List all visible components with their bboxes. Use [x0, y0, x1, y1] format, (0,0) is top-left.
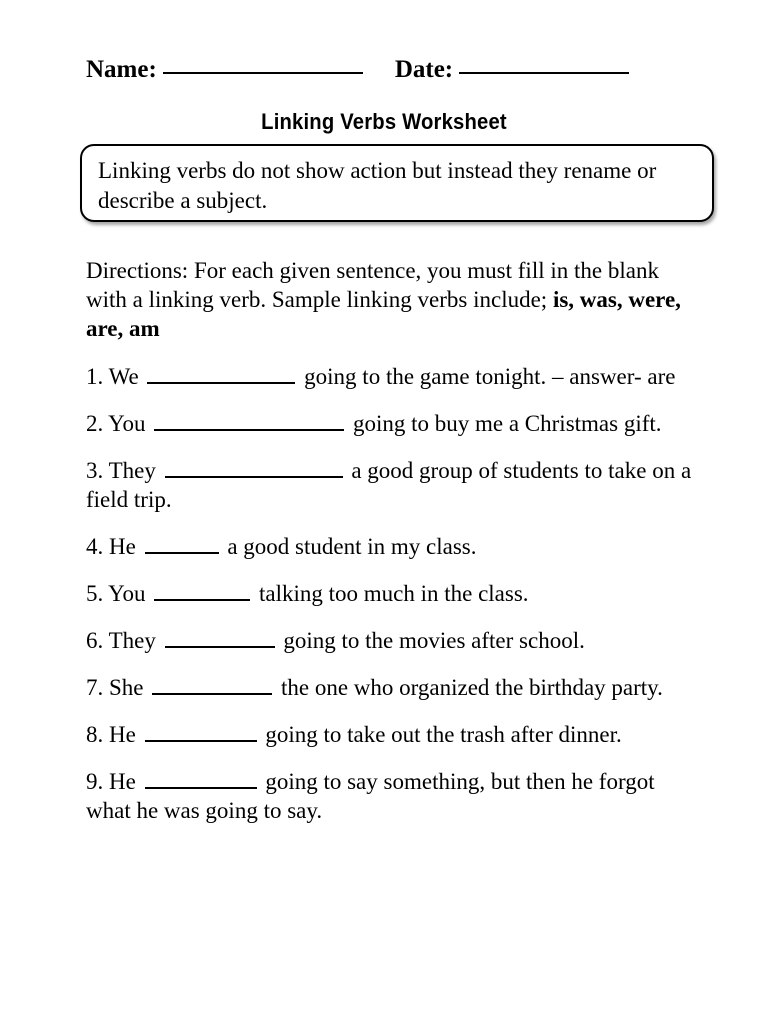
question-item [86, 456, 696, 514]
answer-blank[interactable] [154, 414, 344, 431]
question-text-after-blank: going to take out the trash after dinner. [259, 722, 622, 747]
question-item [86, 532, 696, 561]
question-text-after-blank: going to buy me a Christmas gift. [347, 411, 662, 436]
question-item [86, 767, 696, 825]
question-number: 1. [86, 364, 104, 389]
question-text-after-blank: going to the movies after school. [277, 628, 585, 653]
answer-blank[interactable] [165, 631, 275, 648]
answer-blank[interactable] [152, 678, 272, 695]
directions-text: Directions: For each given sentence, you must fill in the blank with a linking verb. Sample linking verbs include; [86, 258, 659, 312]
question-item [86, 409, 696, 438]
name-write-in-line[interactable] [163, 72, 363, 74]
answer-blank[interactable] [147, 367, 295, 384]
name-date-row [86, 56, 686, 90]
question-text-after-blank: a good group of students to take on a field trip. [86, 458, 692, 512]
question-number: 5. [86, 581, 104, 606]
question-text-before-blank: You [103, 581, 152, 606]
answer-blank[interactable] [145, 772, 257, 789]
question-text-before-blank: We [103, 364, 145, 389]
question-text-after-blank: a good student in my class. [221, 534, 477, 559]
question-text-after-blank: going to the game tonight. – answer- are [298, 364, 676, 389]
answer-blank[interactable] [165, 461, 343, 478]
question-text-before-blank: They [103, 628, 162, 653]
question-number: 7. [86, 675, 104, 700]
question-text-after-blank: the one who organized the birthday party. [275, 675, 663, 700]
sample-linking-verbs: is, was, were, are, am [86, 287, 681, 341]
questions-list [86, 362, 696, 825]
date-write-in-line[interactable] [459, 72, 629, 74]
question-item [86, 626, 696, 655]
question-item [86, 579, 696, 608]
definition-box [80, 144, 714, 222]
question-item [86, 362, 696, 391]
question-number: 8. [86, 722, 104, 747]
date-label: Date: [394, 56, 454, 83]
question-number: 3. [86, 458, 104, 483]
question-item [86, 673, 696, 702]
question-text-before-blank: He [103, 534, 142, 559]
definition-text: Linking verbs do not show action but instead they rename or describe a subject. [98, 158, 657, 213]
question-number: 2. [86, 411, 104, 436]
name-label: Name: [86, 56, 157, 83]
question-number: 9. [86, 769, 104, 794]
question-text-before-blank: He [103, 769, 142, 794]
page-title: Linking Verbs Worksheet [261, 109, 507, 134]
question-text-after-blank: talking too much in the class. [253, 581, 529, 606]
question-text-before-blank: He [103, 722, 142, 747]
question-text-before-blank: They [103, 458, 162, 483]
question-number: 4. [86, 534, 104, 559]
answer-blank[interactable] [154, 584, 250, 601]
question-text-after-blank: going to say something, but then he forgot what he was going to say. [86, 769, 655, 823]
question-number: 6. [86, 628, 104, 653]
answer-blank[interactable] [145, 537, 219, 554]
directions-block [86, 256, 686, 343]
question-text-before-blank: You [103, 411, 152, 436]
question-text-before-blank: She [103, 675, 150, 700]
answer-blank[interactable] [145, 725, 257, 742]
question-item [86, 720, 696, 749]
